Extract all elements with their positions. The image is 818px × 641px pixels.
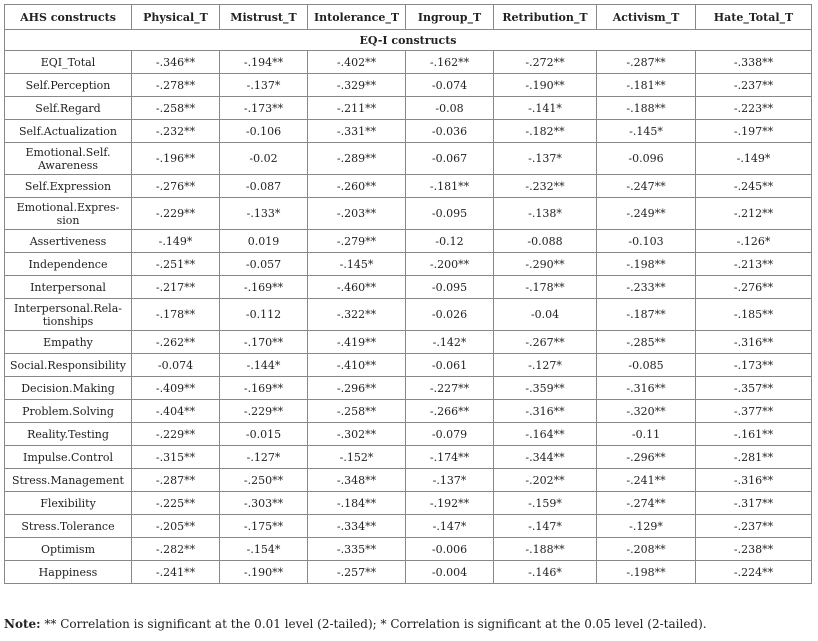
table-cell: -.224**: [696, 561, 812, 584]
row-label: Interpersonal: [5, 276, 132, 299]
table-cell: -.175**: [220, 515, 308, 538]
table-cell: -.258**: [308, 400, 406, 423]
table-cell: -.278**: [132, 74, 220, 97]
row-label: Self.Perception: [5, 74, 132, 97]
table-cell: -.335**: [308, 538, 406, 561]
table-cell: -.245**: [696, 175, 812, 198]
table-cell: -.241**: [597, 469, 696, 492]
table-cell: -0.096: [597, 143, 696, 175]
table-cell: -.257**: [308, 561, 406, 584]
table-cell: -.212**: [696, 198, 812, 230]
header-physical: Physical_T: [132, 5, 220, 30]
correlation-table: [4, 4, 812, 584]
row-label: Happiness: [5, 561, 132, 584]
header-hate-total: Hate_Total_T: [696, 5, 812, 30]
table-cell: -.410**: [308, 354, 406, 377]
table-cell: -.173**: [220, 97, 308, 120]
table-row: [5, 515, 812, 538]
table-cell: -.137*: [220, 74, 308, 97]
table-cell: -.161**: [696, 423, 812, 446]
table-cell: -.145*: [308, 253, 406, 276]
table-cell: -.229**: [220, 400, 308, 423]
row-label: Optimism: [5, 538, 132, 561]
table-row: [5, 143, 812, 175]
table-cell: -.267**: [494, 331, 597, 354]
table-cell: -0.015: [220, 423, 308, 446]
table-cell: -.126*: [696, 230, 812, 253]
table-cell: -0.036: [406, 120, 494, 143]
table-cell: -.238**: [696, 538, 812, 561]
table-cell: -.285**: [597, 331, 696, 354]
table-cell: -.181**: [597, 74, 696, 97]
table-cell: -.211**: [308, 97, 406, 120]
table-cell: -.159*: [494, 492, 597, 515]
table-cell: -.147*: [406, 515, 494, 538]
table-cell: -.241**: [132, 561, 220, 584]
table-cell: -.279**: [308, 230, 406, 253]
table-cell: -.169**: [220, 276, 308, 299]
table-cell: -.322**: [308, 299, 406, 331]
table-row: [5, 561, 812, 584]
table-cell: -.203**: [308, 198, 406, 230]
table-cell: -.190**: [220, 561, 308, 584]
table-cell: -.185**: [696, 299, 812, 331]
table-cell: -0.074: [406, 74, 494, 97]
table-cell: -.197**: [696, 120, 812, 143]
table-cell: -.262**: [132, 331, 220, 354]
table-cell: -0.079: [406, 423, 494, 446]
table-cell: -.188**: [494, 538, 597, 561]
table-cell: -.194**: [220, 51, 308, 74]
table-row: [5, 276, 812, 299]
table-cell: -.187**: [597, 299, 696, 331]
table-cell: -.344**: [494, 446, 597, 469]
table-cell: -0.11: [597, 423, 696, 446]
section-row: [5, 30, 812, 51]
table-cell: -.237**: [696, 515, 812, 538]
table-cell: -.141*: [494, 97, 597, 120]
table-cell: -0.085: [597, 354, 696, 377]
table-cell: -.377**: [696, 400, 812, 423]
row-label: Self.Actualization: [5, 120, 132, 143]
header-mistrust: Mistrust_T: [220, 5, 308, 30]
table-cell: -0.106: [220, 120, 308, 143]
table-cell: -.359**: [494, 377, 597, 400]
table-cell: -.316**: [696, 469, 812, 492]
row-label: Flexibility: [5, 492, 132, 515]
table-cell: -.198**: [597, 561, 696, 584]
table-cell: -.146*: [494, 561, 597, 584]
table-cell: -.184**: [308, 492, 406, 515]
table-cell: -0.087: [220, 175, 308, 198]
table-cell: -.133*: [220, 198, 308, 230]
table-cell: -.182**: [494, 120, 597, 143]
header-ahs-constructs: AHS constructs: [5, 5, 132, 30]
table-row: [5, 331, 812, 354]
table-cell: -.149*: [132, 230, 220, 253]
table-cell: -.281**: [696, 446, 812, 469]
table-cell: -.348**: [308, 469, 406, 492]
table-cell: -0.095: [406, 276, 494, 299]
table-cell: -.419**: [308, 331, 406, 354]
table-cell: -.316**: [696, 331, 812, 354]
row-label: Empathy: [5, 331, 132, 354]
table-cell: -0.088: [494, 230, 597, 253]
table-cell: -.196**: [132, 143, 220, 175]
row-label: Self.Expression: [5, 175, 132, 198]
table-cell: -.162**: [406, 51, 494, 74]
table-note: [4, 617, 707, 631]
table-cell: -.232**: [494, 175, 597, 198]
table-row: [5, 120, 812, 143]
row-label: Stress.Management: [5, 469, 132, 492]
table-cell: -.272**: [494, 51, 597, 74]
row-label: Assertiveness: [5, 230, 132, 253]
table-cell: -0.103: [597, 230, 696, 253]
table-cell: -.316**: [597, 377, 696, 400]
table-row: [5, 423, 812, 446]
row-label: Impulse.Control: [5, 446, 132, 469]
table-cell: -.302**: [308, 423, 406, 446]
table-cell: -.169**: [220, 377, 308, 400]
header-retribution: Retribution_T: [494, 5, 597, 30]
section-label: EQ-I constructs: [5, 30, 812, 51]
table-cell: -.181**: [406, 175, 494, 198]
row-label: Self.Regard: [5, 97, 132, 120]
table-cell: -.145*: [597, 120, 696, 143]
table-cell: -.170**: [220, 331, 308, 354]
table-cell: -.138*: [494, 198, 597, 230]
table-cell: -0.061: [406, 354, 494, 377]
table-cell: -0.112: [220, 299, 308, 331]
table-cell: -.213**: [696, 253, 812, 276]
table-cell: -.331**: [308, 120, 406, 143]
table-cell: -0.004: [406, 561, 494, 584]
table-cell: -.129*: [597, 515, 696, 538]
table-row: [5, 253, 812, 276]
table-cell: -.276**: [696, 276, 812, 299]
table-cell: -.178**: [132, 299, 220, 331]
table-cell: -.223**: [696, 97, 812, 120]
table-cell: -.404**: [132, 400, 220, 423]
table-cell: -0.074: [132, 354, 220, 377]
table-cell: -.296**: [308, 377, 406, 400]
table-cell: -.250**: [220, 469, 308, 492]
table-cell: -0.026: [406, 299, 494, 331]
table-cell: -.274**: [597, 492, 696, 515]
table-cell: -.137*: [406, 469, 494, 492]
table-cell: -.190**: [494, 74, 597, 97]
table-cell: -.229**: [132, 198, 220, 230]
table-cell: -.251**: [132, 253, 220, 276]
table-row: [5, 492, 812, 515]
table-cell: -.208**: [597, 538, 696, 561]
table-cell: -.249**: [597, 198, 696, 230]
table-cell: -.152*: [308, 446, 406, 469]
table-cell: -.149*: [696, 143, 812, 175]
table-cell: -.198**: [597, 253, 696, 276]
table-cell: -.127*: [220, 446, 308, 469]
table-cell: -.315**: [132, 446, 220, 469]
table-cell: -.247**: [597, 175, 696, 198]
row-label: Stress.Tolerance: [5, 515, 132, 538]
table-cell: -.260**: [308, 175, 406, 198]
table-cell: -.357**: [696, 377, 812, 400]
table-cell: -.173**: [696, 354, 812, 377]
table-row: [5, 377, 812, 400]
table-cell: -.258**: [132, 97, 220, 120]
row-label: Interpersonal.Rela- tionships: [5, 299, 132, 331]
note-text: ** Correlation is significant at the 0.01 level (2-tailed); * Correlation is significant at the 0.05 level (2-tailed).: [40, 617, 707, 631]
table-row: [5, 198, 812, 230]
table-cell: -.296**: [597, 446, 696, 469]
row-label: Problem.Solving: [5, 400, 132, 423]
table-cell: -.402**: [308, 51, 406, 74]
table-cell: -0.057: [220, 253, 308, 276]
table-cell: -.316**: [494, 400, 597, 423]
table-cell: -.154*: [220, 538, 308, 561]
table-cell: -.142*: [406, 331, 494, 354]
table-row: [5, 74, 812, 97]
table-cell: -.164**: [494, 423, 597, 446]
table-cell: -.227**: [406, 377, 494, 400]
row-label: Social.Responsibility: [5, 354, 132, 377]
table-row: [5, 97, 812, 120]
table-cell: -.147*: [494, 515, 597, 538]
table-cell: -.266**: [406, 400, 494, 423]
table-row: [5, 230, 812, 253]
table-cell: -.237**: [696, 74, 812, 97]
table-cell: -.282**: [132, 538, 220, 561]
row-label: Independence: [5, 253, 132, 276]
table-row: [5, 400, 812, 423]
table-cell: -0.08: [406, 97, 494, 120]
table-cell: -.200**: [406, 253, 494, 276]
table-row: [5, 538, 812, 561]
row-label: Decision.Making: [5, 377, 132, 400]
table-cell: -.289**: [308, 143, 406, 175]
row-label: Reality.Testing: [5, 423, 132, 446]
table-cell: -.287**: [132, 469, 220, 492]
table-cell: -0.02: [220, 143, 308, 175]
header-activism: Activism_T: [597, 5, 696, 30]
table-cell: -.229**: [132, 423, 220, 446]
table-cell: -0.006: [406, 538, 494, 561]
table-cell: -0.12: [406, 230, 494, 253]
table-cell: -.188**: [597, 97, 696, 120]
row-label: Emotional.Expres- sion: [5, 198, 132, 230]
table-cell: -.178**: [494, 276, 597, 299]
table-cell: 0.019: [220, 230, 308, 253]
table-cell: -.320**: [597, 400, 696, 423]
table-cell: -.334**: [308, 515, 406, 538]
note-label: Note:: [4, 617, 41, 631]
table-cell: -.202**: [494, 469, 597, 492]
table-body: [5, 30, 812, 584]
table-cell: -.287**: [597, 51, 696, 74]
table-cell: -0.04: [494, 299, 597, 331]
table-cell: -.346**: [132, 51, 220, 74]
table-cell: -0.067: [406, 143, 494, 175]
table-cell: -0.095: [406, 198, 494, 230]
table-cell: -.127*: [494, 354, 597, 377]
table-row: [5, 354, 812, 377]
table-cell: -.225**: [132, 492, 220, 515]
table-cell: -.137*: [494, 143, 597, 175]
table-cell: -.317**: [696, 492, 812, 515]
table-row: [5, 446, 812, 469]
table-row: [5, 299, 812, 331]
table-row: [5, 175, 812, 198]
table-cell: -.290**: [494, 253, 597, 276]
header-row: [5, 5, 812, 30]
table-cell: -.329**: [308, 74, 406, 97]
table-cell: -.409**: [132, 377, 220, 400]
table-cell: -.276**: [132, 175, 220, 198]
table-cell: -.460**: [308, 276, 406, 299]
row-label: Emotional.Self. Awareness: [5, 143, 132, 175]
table-cell: -.144*: [220, 354, 308, 377]
row-label: EQI_Total: [5, 51, 132, 74]
table-cell: -.217**: [132, 276, 220, 299]
table-cell: -.303**: [220, 492, 308, 515]
table-cell: -.192**: [406, 492, 494, 515]
table-cell: -.174**: [406, 446, 494, 469]
table-row: [5, 469, 812, 492]
table-cell: -.233**: [597, 276, 696, 299]
table-row: [5, 51, 812, 74]
header-intolerance: Intolerance_T: [308, 5, 406, 30]
table-cell: -.205**: [132, 515, 220, 538]
header-ingroup: Ingroup_T: [406, 5, 494, 30]
table-cell: -.232**: [132, 120, 220, 143]
table-cell: -.338**: [696, 51, 812, 74]
